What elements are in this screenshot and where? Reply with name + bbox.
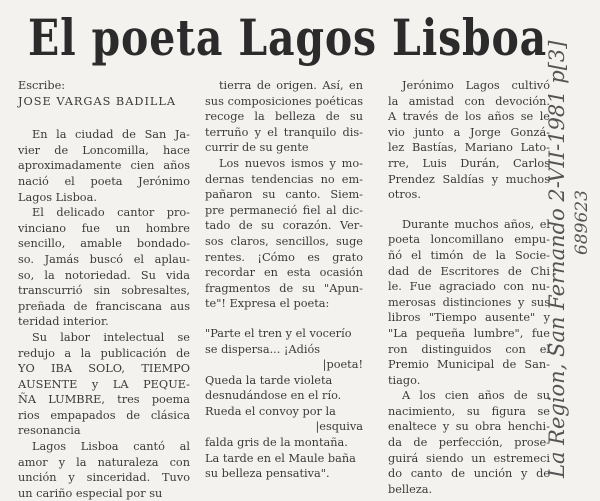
text-line: rre, Luis Durán, Carlos	[388, 156, 550, 170]
text-line: nació el poeta Jerónimo	[18, 174, 190, 188]
text-line: ñó el timón de la Socie-	[388, 248, 550, 262]
text-line: sus composiciones poéticas	[205, 94, 363, 108]
text-line: libros "Tiempo ausente" y	[388, 311, 550, 325]
text-line: Premio Municipal de San-	[388, 358, 550, 372]
handwritten-catalog-number: 689623	[572, 190, 592, 255]
text-line: AUSENTE y LA PEQUE-	[18, 377, 190, 391]
verse-line: La tarde en el Maule baña	[205, 451, 356, 465]
article-title: El poeta Lagos Lisboa	[28, 8, 548, 67]
text-line: vio junto a Jorge Gonzá-	[388, 125, 550, 139]
text-line: belleza.	[388, 482, 433, 496]
text-line: terruño y el tranquilo dis-	[205, 125, 363, 139]
text-line: lez Bastías, Mariano Lato-	[388, 141, 550, 155]
text-line: redujo a la publicación de	[18, 346, 190, 360]
text-line: vinciano fue un hombre	[18, 221, 190, 235]
handwritten-source-note: La Region, San Fernando 2-VII-1981 p[3]	[545, 40, 569, 478]
verse-line: falda gris de la montaña.	[205, 436, 348, 450]
text-line: do canto de unción y de	[388, 467, 550, 481]
text-line: enaltece y su obra henchi-	[388, 420, 550, 434]
text-line: currir de su gente	[205, 141, 309, 155]
paragraph	[205, 78, 363, 156]
text-line: Durante muchos años, el	[402, 217, 550, 231]
text-line: sos claros, sencillos, suge	[205, 234, 363, 248]
text-line: teridad interior.	[18, 315, 109, 329]
byline-author: JOSE VARGAS BADILLA	[18, 94, 177, 108]
text-line: otros.	[388, 188, 421, 202]
text-line: ÑA LUMBRE, tres poema	[18, 393, 190, 407]
text-line: Su labor intelectual se	[32, 330, 190, 344]
paragraph	[18, 127, 190, 205]
text-line: unción y sinceridad. Tuvo	[18, 471, 190, 485]
text-line: fragmentos de su "Apun-	[205, 281, 363, 295]
text-line: te"! Expresa el poeta:	[205, 297, 330, 311]
text-line: dernas tendencias no em-	[205, 172, 363, 186]
text-line: tado de su corazón. Ver-	[205, 219, 363, 233]
column-1	[18, 78, 190, 501]
paragraph	[388, 78, 550, 203]
text-line: tiago.	[388, 373, 421, 387]
text-line: pañaron su canto. Siem-	[205, 188, 363, 202]
verse-line: su belleza pensativa".	[205, 467, 330, 481]
text-line: amor y la naturaleza con	[18, 455, 190, 469]
text-line: guirá siendo un estremeci	[388, 451, 550, 465]
column-2-body	[205, 78, 363, 312]
text-line: resonancia	[18, 424, 81, 438]
text-line: "La pequeña lumbre", fue	[388, 326, 550, 340]
text-line: YO IBA SOLO, TIEMPO	[18, 362, 190, 376]
text-line: transcurrió sin sobresaltes,	[18, 284, 190, 298]
verse-line: desnudándose en el río.	[205, 389, 342, 403]
verse-line: |poeta!	[322, 358, 363, 372]
text-line: merosas distinciones y sus	[388, 295, 550, 309]
text-line: A través de los años se le	[388, 110, 550, 124]
text-line: rios empapados de clásica	[18, 408, 190, 422]
column-3	[388, 78, 550, 497]
text-line: so, la notoriedad. Su vida	[18, 268, 190, 282]
text-line: tierra de origen. Así, en	[219, 79, 363, 92]
text-line: En la ciudad de San Ja-	[32, 128, 190, 142]
text-line: le. Fue agraciado con nu-	[388, 280, 550, 294]
paragraph	[18, 439, 190, 501]
paragraph	[205, 156, 363, 312]
paragraph	[388, 217, 550, 389]
text-line: Lagos Lisboa.	[18, 190, 97, 204]
text-line: aproximadamente cien años	[18, 159, 190, 173]
text-line: un cariño especial por su	[18, 486, 163, 500]
text-line: Prendez Saldías y muchos	[388, 172, 550, 186]
text-line: poeta loncomillano empu-	[388, 233, 550, 247]
text-line: la amistad con devoción.	[388, 94, 550, 108]
paragraph	[18, 205, 190, 330]
text-line: sencillo, amable bondado-	[18, 237, 190, 251]
text-line: pre permaneció fiel al dic-	[205, 203, 363, 217]
column-3-body	[388, 78, 550, 497]
text-line: Los nuevos ismos y mo-	[219, 156, 363, 170]
text-line: Lagos Lisboa cantó al	[32, 440, 190, 454]
text-line: recordar en esta ocasión	[205, 266, 363, 280]
byline-label: Escribe:	[18, 79, 66, 92]
verse-line: Rueda el convoy por la	[205, 404, 336, 418]
text-line: vier de Loncomilla, hace	[18, 143, 190, 157]
text-line: nacimiento, su figura se	[388, 404, 550, 418]
text-line: rentes. ¡Cómo es grato	[205, 250, 363, 264]
verse-line: Queda la tarde violeta	[205, 373, 333, 387]
paragraph	[18, 330, 190, 439]
poem-excerpt	[205, 326, 363, 482]
paragraph	[388, 388, 550, 497]
verse-line: |esquiva	[315, 420, 363, 434]
text-line: ron distinguidos con el	[388, 342, 550, 356]
verse-line: "Parte el tren y el vocerío	[205, 326, 352, 340]
text-line: preñada de franciscana aus	[18, 299, 190, 313]
column-2	[205, 78, 363, 482]
text-line: recoge la belleza de su	[205, 110, 363, 124]
text-line: so. Jamás buscó el aplau-	[18, 252, 190, 266]
column-1-body	[18, 127, 190, 501]
text-line: El delicado cantor pro-	[32, 206, 190, 220]
text-line: dad de Escritores de Chi	[388, 264, 550, 278]
verse-line: se dispersa... ¡Adiós	[205, 342, 321, 356]
text-line: da de perfección, prose-	[388, 436, 550, 450]
text-line: Jerónimo Lagos cultivó	[402, 79, 550, 92]
text-line: A los cien años de su	[402, 389, 550, 403]
